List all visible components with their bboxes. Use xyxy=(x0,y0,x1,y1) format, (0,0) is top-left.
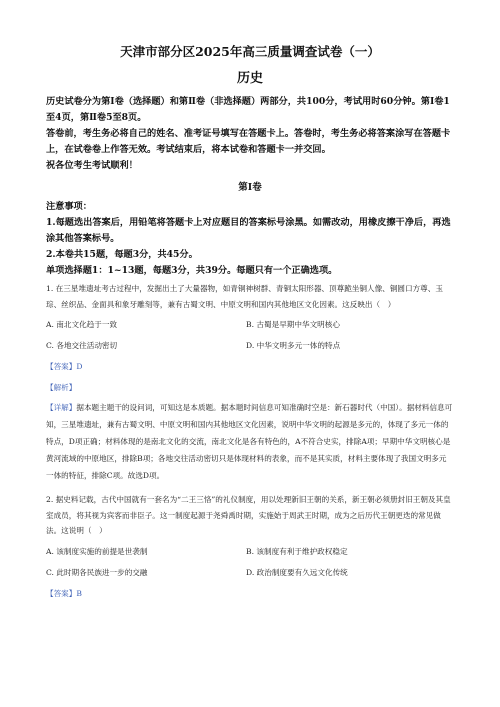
section-title: 第Ⅰ卷 xyxy=(238,182,262,193)
notes-title: 注意事项： xyxy=(46,201,92,212)
question-2-option-c[interactable]: C. 此时期各民族进一步的交融 xyxy=(46,567,148,577)
question-2-stem: 2. 据史料记载，古代中国就有一套名为“二王三恪”的礼仪制度，用以处理新旧王朝的关系，新王朝必须册封旧王朝及其皇室成员，将其视为宾客而非臣子。这一制度起源于尧舜禹时期，实施始于周武王时期，成为之后历代王朝更迭的常见做法。这说明（ ） xyxy=(46,495,451,535)
question-1-option-b[interactable]: B. 古蜀是早期中华文明核心 xyxy=(246,320,340,329)
detail-label: 【详解】 xyxy=(46,403,77,412)
note-1: 1.每题选出答案后，用铅笔将答题卡上对应题目的答案标号涂黑。如需改动，用橡皮擦干净后，再选涂其他答案标号。 xyxy=(46,217,451,244)
question-1-analysis-label: 【解析】 xyxy=(46,383,77,392)
question-2-answer: 【答案】B xyxy=(46,588,82,598)
subject-title: 历史 xyxy=(236,71,263,86)
question-1-stem: 1. 在三星堆遗址考古过程中，发掘出土了大量器物，如青铜神树群、青铜太阳形器、顶尊跪坐铜人像、铜圆口方尊、玉琮、丝织品、金面具和象牙雕刻等，兼有古蜀文明、中原文明和国内其他地区文化因素。这反映出（ ） xyxy=(46,284,443,309)
question-instruction: 单项选择题1：1~13题，每题3分，共39分。每题只有一个正确选项。 xyxy=(46,265,338,276)
intro-paragraph-2: 答卷前，考生务必将自己的姓名、准考证号填写在答题卡上。答卷时，考生务必将答案涂写在答题卡上，在试卷卷上作答无效。考试结束后，将本试卷和答题卡一并交回。 xyxy=(46,128,451,155)
question-1-options xyxy=(46,318,454,353)
question-1-answer: 【答案】D xyxy=(46,362,83,371)
question-2-options xyxy=(46,545,454,580)
question-1-option-a[interactable]: A. 南北文化趋于一致 xyxy=(46,320,118,329)
detail-text: 据本题主题干的设问词，可知这是本质题。据本题时间信息可知准确时空是：新石器时代（中国）。据材料信息可知，三星堆遗址，兼有古蜀文明、中原文明和国内其他地区文化因素，说明中华文明的起源是多元的，体现了多元一体的特点，D项正确；材料体现的是南北文化的交流，南北文化是各有特色的，A不符合史实，排除A项；早期中华文明核心是黄河流域的中原地区，排除B项；各地交往活动密切只是体现材料的表象，而不是其实质，材料主要体现了我国文明多元一体的特征，排除C项。故选D项。 xyxy=(46,403,453,480)
intro-paragraph-1: 历史试卷分为第Ⅰ卷（选择题）和第Ⅱ卷（非选择题）两部分，共100分，考试用时60分钟。第Ⅰ卷1至4页，第Ⅱ卷5至8页。 xyxy=(46,96,450,123)
question-1-detail xyxy=(46,399,454,484)
question-2-option-d[interactable]: D. 政治制度要有久远文化传统 xyxy=(246,567,348,577)
question-2-option-a[interactable]: A. 该制度实施的前提是世袭制 xyxy=(46,546,148,556)
question-2-option-b[interactable]: B. 该制度有利于维护政权稳定 xyxy=(246,546,348,556)
intro-paragraph-3: 祝各位考生考试顺利！ xyxy=(46,160,138,171)
exam-title: 天津市部分区2025年高三质量调查试卷（一） xyxy=(120,44,380,59)
note-2: 2.本卷共15题，每题3分，共45分。 xyxy=(46,249,198,260)
question-1-option-c[interactable]: C. 各地交往活动密切 xyxy=(46,341,118,350)
question-1-option-d[interactable]: D. 中华文明多元一体的特点 xyxy=(246,341,341,350)
